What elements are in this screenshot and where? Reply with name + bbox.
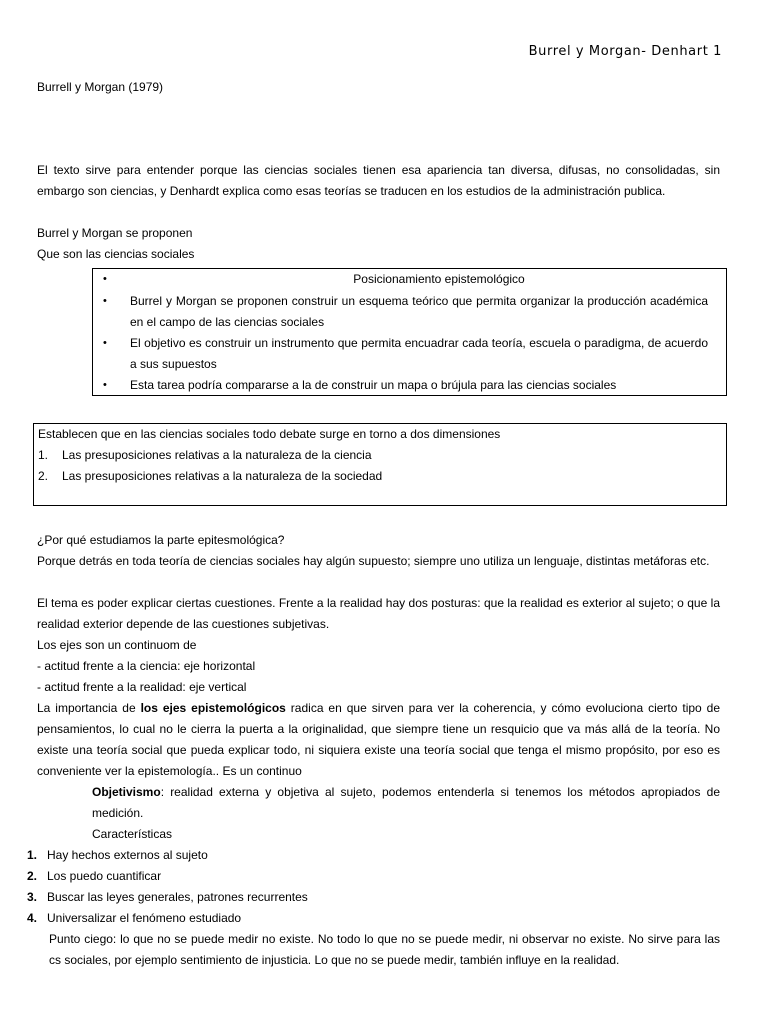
blind-spot-paragraph: Punto ciego: lo que no se puede medir no existe. No todo lo que no se puede medir, ni observar no existe. No sirve para las cs sociales, por ejemplo sentimiento de injusticia. Lo que no se puede medir, también influye en la realidad. xyxy=(49,932,720,967)
box-title: Posicionamiento epistemológico xyxy=(353,272,525,286)
box-bullet-text: El objetivo es construir un instrumento que permita encuadrar cada teoría, escuela o paradigma, de acuerdo a sus supuestos xyxy=(130,336,708,371)
intro-line-que-son: Que son las ciencias sociales xyxy=(37,247,195,261)
bullet-icon: • xyxy=(103,337,107,349)
importance-paragraph xyxy=(37,698,720,782)
axis-vertical-line: - actitud frente a la realidad: eje vertical xyxy=(37,680,247,694)
list-text: Los puedo cuantificar xyxy=(47,869,162,883)
dimension-text: Las presuposiciones relativas a la naturaleza de la ciencia xyxy=(62,448,372,462)
dimensions-box xyxy=(33,423,727,506)
box-bullet-text: Esta tarea podría compararse a la de construir un mapa o brújula para las ciencias sociales xyxy=(130,378,617,392)
bullet-icon: • xyxy=(103,295,107,307)
list-item xyxy=(27,845,727,866)
dimensions-lead: Establecen que en las ciencias sociales todo debate surge en torno a dos dimensiones xyxy=(38,427,501,441)
list-number: 1. xyxy=(27,848,38,862)
list-text: Universalizar el fenómeno estudiado xyxy=(47,911,242,925)
list-text: Buscar las leyes generales, patrones recurrentes xyxy=(47,890,308,904)
list-item xyxy=(27,908,727,929)
dimension-text: Las presuposiciones relativas a la naturaleza de la sociedad xyxy=(62,469,383,483)
objectivism-paragraph xyxy=(92,782,720,824)
dimension-item xyxy=(38,466,722,487)
box-bullet-item xyxy=(93,375,726,396)
list-number: 2. xyxy=(27,869,38,883)
objectivism-term: Objetivismo xyxy=(92,785,161,799)
bullet-icon: • xyxy=(103,379,107,391)
characteristics-list xyxy=(27,845,727,929)
list-number: 3. xyxy=(27,890,38,904)
importance-bold: los ejes epistemológicos xyxy=(140,701,286,715)
box-bullet-item xyxy=(93,333,726,375)
question-line: ¿Por qué estudiamos la parte epitesmológica? xyxy=(37,533,285,547)
axis-horizontal-line: - actitud frente a la ciencia: eje horizontal xyxy=(37,659,256,673)
characteristics-heading: Características xyxy=(92,827,173,841)
list-text: Hay hechos externos al sujeto xyxy=(47,848,208,862)
objectivism-definition: : realidad externa y objetiva al sujeto, podemos entenderla si tenemos los métodos apropiados de medición. xyxy=(92,785,720,820)
box-title-item xyxy=(93,269,726,291)
importance-lead: La importancia de xyxy=(37,701,141,715)
list-number: 4. xyxy=(27,911,38,925)
importance-rest: radica en que sirven para ver la coherencia, y cómo evoluciona cierto tipo de pensamientos, lo cual no le cierra la puerta a la originalidad, que siempre tiene un resquicio que va más allá de la teoría. No existe una teoría social que pueda explicar todo, ni siquiera existe una teoría social que tenga el mismo propósito, por eso es conveniente ver la epistemología.. Es un continuo xyxy=(37,701,720,778)
document-heading: Burrell y Morgan (1979) xyxy=(37,80,164,94)
box-bullet-text: Burrel y Morgan se proponen construir un esquema teórico que permita organizar la producción académica en el campo de las ciencias sociales xyxy=(130,294,708,329)
list-item xyxy=(27,866,727,887)
dimension-number: 2. xyxy=(38,469,49,483)
list-item xyxy=(27,887,727,908)
bullet-icon: • xyxy=(103,273,107,285)
epistemological-box xyxy=(92,268,727,396)
box-bullet-item xyxy=(93,291,726,333)
postures-paragraph: El tema es poder explicar ciertas cuestiones. Frente a la realidad hay dos posturas: que la realidad es exterior al sujeto; o que la realidad exterior depende de las cuestiones subjetivas. xyxy=(37,596,720,631)
dimension-item xyxy=(38,445,722,466)
answer-paragraph: Porque detrás en toda teoría de ciencias sociales hay algún supuesto; siempre uno utiliza un lenguaje, distintas metáforas etc. xyxy=(37,554,710,568)
intro-paragraph: El texto sirve para entender porque las ciencias sociales tienen esa apariencia tan diversa, difusas, no consolidadas, sin embargo son ciencias, y Denhardt explica como esas teorías se traducen en los estudios de la administración publica. xyxy=(37,163,720,198)
running-header: Burrel y Morgan- Denhart 1 xyxy=(528,44,722,59)
dimension-number: 1. xyxy=(38,448,49,462)
intro-line-proponen: Burrel y Morgan se proponen xyxy=(37,226,193,240)
axes-line: Los ejes son un continuom de xyxy=(37,638,197,652)
